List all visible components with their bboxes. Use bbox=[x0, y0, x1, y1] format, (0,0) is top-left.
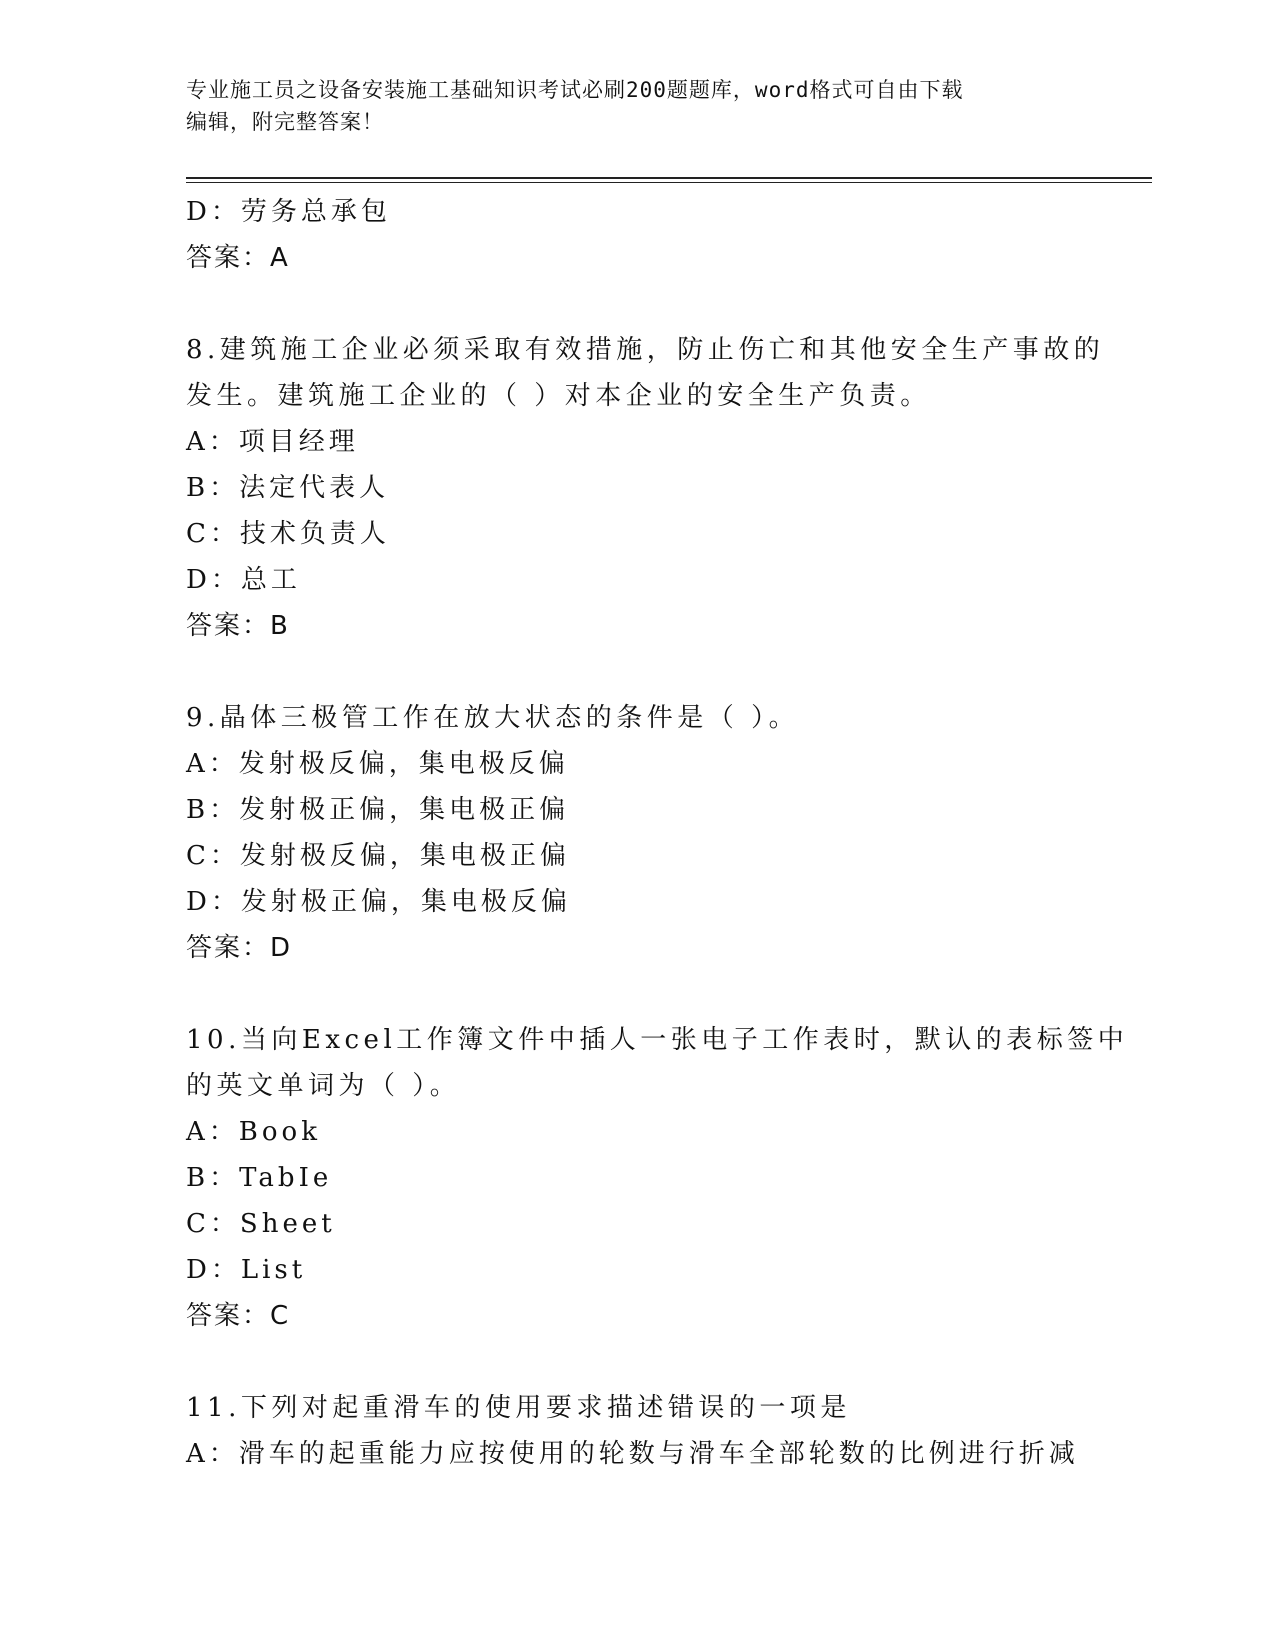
question-stem-line: 11.下列对起重滑车的使用要求描述错误的一项是 bbox=[186, 1393, 851, 1423]
question-stem-line: 的英文单词为（ ）。 bbox=[186, 1071, 461, 1101]
question-stem-line: 8.建筑施工企业必须采取有效措施，防止伤亡和其他安全生产事故的 bbox=[186, 335, 1105, 365]
question-8 bbox=[186, 327, 1105, 649]
carryover-option-d: D：劳务总承包 bbox=[186, 197, 391, 227]
document-header bbox=[186, 74, 1086, 138]
spacer bbox=[186, 649, 1086, 695]
option-b: B：法定代表人 bbox=[186, 473, 390, 503]
option-d: D：总工 bbox=[186, 565, 301, 595]
spacer bbox=[186, 281, 1086, 327]
spacer bbox=[186, 971, 1086, 1017]
question-stem-line: 发生。建筑施工企业的（ ）对本企业的安全生产负责。 bbox=[186, 381, 931, 411]
option-c: C：发射极反偏，集电极正偏 bbox=[186, 841, 570, 871]
option-a: A：项目经理 bbox=[186, 427, 359, 457]
header-divider-thick bbox=[186, 177, 1152, 179]
header-line-2: 编辑，附完整答案！ bbox=[186, 110, 384, 134]
answer-line: 答案：D bbox=[186, 933, 293, 963]
option-b: B：TabIe bbox=[186, 1163, 333, 1193]
question-stem-line: 10.当向Excel工作簿文件中插人一张电子工作表时，默认的表标签中 bbox=[186, 1025, 1129, 1055]
spacer bbox=[186, 1339, 1086, 1385]
answer-line: 答案：C bbox=[186, 1301, 291, 1331]
answer-line: 答案：B bbox=[186, 611, 290, 641]
question-11 bbox=[186, 1385, 1086, 1477]
option-d: D：发射极正偏，集电极反偏 bbox=[186, 887, 571, 917]
question-stem-line: 9.晶体三极管工作在放大状态的条件是（ ）。 bbox=[186, 703, 800, 733]
option-c: C：技术负责人 bbox=[186, 519, 390, 549]
option-c: C：Sheet bbox=[186, 1209, 336, 1239]
header-divider-thin bbox=[186, 182, 1152, 183]
option-d: D：List bbox=[186, 1255, 307, 1285]
option-a: A：发射极反偏，集电极反偏 bbox=[186, 749, 569, 779]
question-10 bbox=[186, 1017, 1129, 1339]
carryover-answer: 答案：A bbox=[186, 243, 290, 273]
option-b: B：发射极正偏，集电极正偏 bbox=[186, 795, 570, 825]
question-9 bbox=[186, 695, 1086, 971]
option-a: A：Book bbox=[186, 1117, 321, 1147]
question-content bbox=[186, 189, 1129, 1477]
option-a: A：滑车的起重能力应按使用的轮数与滑车全部轮数的比例进行折减 bbox=[186, 1439, 1079, 1469]
header-line-1: 专业施工员之设备安装施工基础知识考试必刷200题题库，word格式可自由下载 bbox=[186, 78, 964, 102]
